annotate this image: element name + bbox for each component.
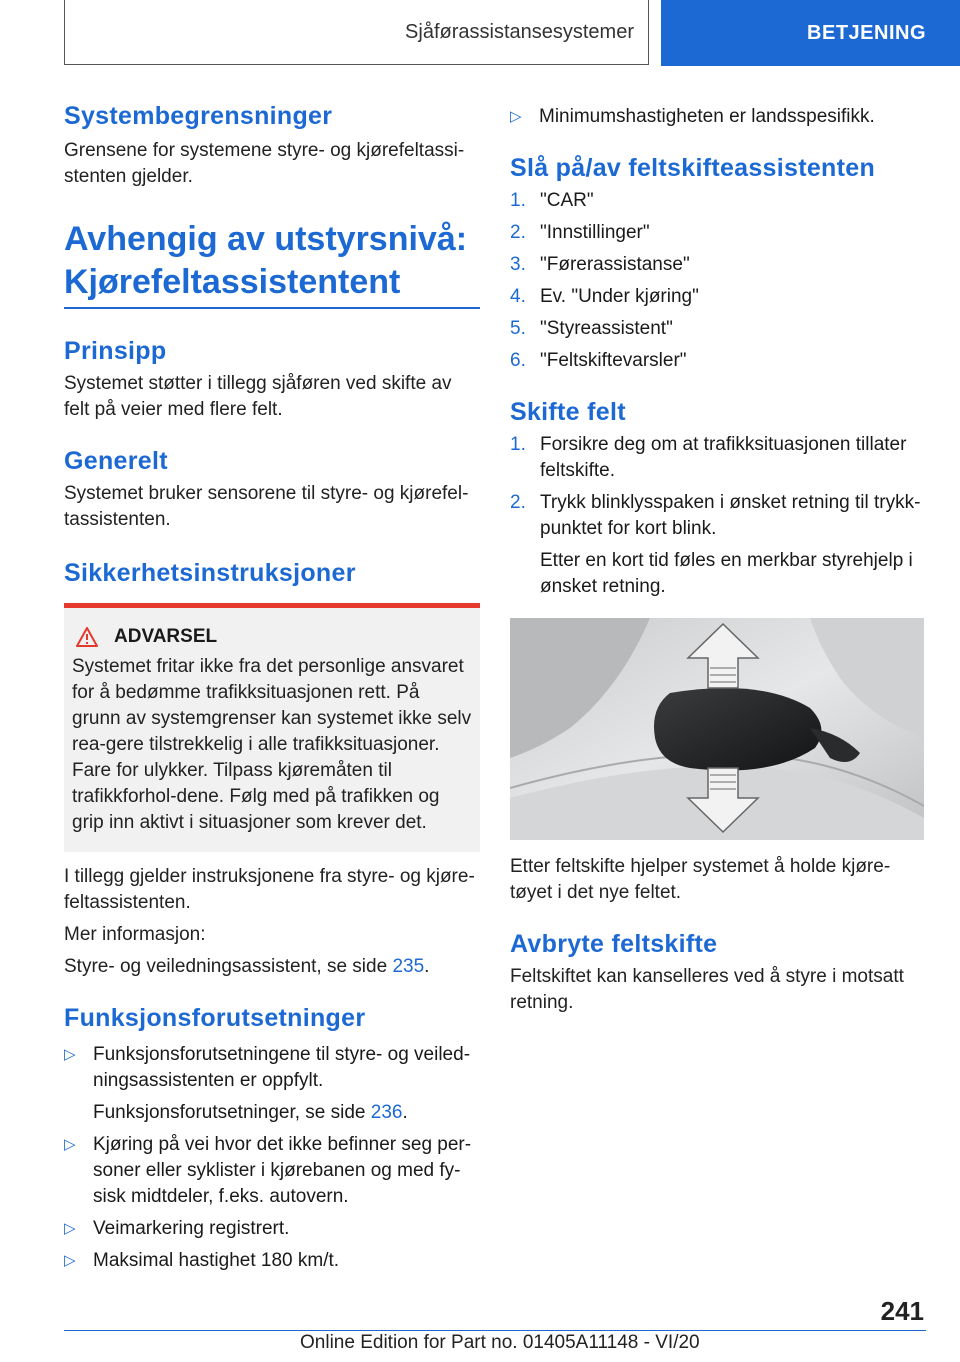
toggle-steps (510, 188, 924, 374)
requirements-heading: Funksjonsforutsetninger (64, 1004, 366, 1032)
after-change-text: Etter feltskifte hjelper systemet å holde kjøre-tøyet i det nye feltet. (510, 856, 891, 903)
additional-instructions: I tillegg gjelder instruksjonene fra styre- og kjøre-feltassistenten. (64, 866, 475, 913)
bullet-triangle-icon: ▷ (64, 1136, 76, 1153)
list-item: 5. "Styreassistent" (510, 318, 673, 339)
list-item: ▷ Maksimal hastighet 180 km/t. (64, 1248, 480, 1274)
page-link-236[interactable]: 236 (370, 1102, 403, 1123)
warning-text: Systemet fritar ikke fra det personlige ansvaret for å bedømme trafikksituasjonen rett. På grunn av systemgrenser kan systemet ikke selv rea-gere tilstrekkelig i alle trafikksituasjoner. Fare for ulykker. Tilpass kjøremåten til trafikkforhol-dene. Følg med på trafikken og grip inn aktivt i situasjoner som krever det. (72, 656, 472, 833)
list-item: 3. "Førerassistanse" (510, 254, 690, 275)
cancel-text: Feltskiftet kan kanselleres ved å styre i motsatt retning. (510, 966, 904, 1013)
bullet-triangle-icon: ▷ (64, 1252, 76, 1269)
warning-box (64, 603, 480, 852)
bullet-triangle-icon: ▷ (64, 1220, 76, 1237)
cancel-heading: Avbryte feltskifte (510, 930, 718, 958)
turn-signal-lever-figure (510, 618, 924, 840)
general-heading: Generelt (64, 447, 168, 475)
edition-footer: Online Edition for Part no. 01405A11148 - VI/20 (300, 1332, 700, 1353)
principle-text: Systemet støtter i tillegg sjåføren ved skifte av felt på veier med flere felt. (64, 373, 452, 420)
change-heading: Skifte felt (510, 398, 626, 426)
section-title: Sjåførassistansesystemer (64, 0, 649, 65)
toggle-heading: Slå på/av feltskifteassistenten (510, 154, 876, 182)
title-rule (64, 307, 480, 309)
bullet-triangle-icon: ▷ (510, 108, 522, 125)
reference-steering: Styre- og veiledningsassistent, se side 235. (64, 956, 430, 977)
page-number: 241 (880, 1296, 924, 1326)
general-text: Systemet bruker sensorene til styre- og kjørefel-tassistenten. (64, 483, 469, 530)
limits-text: Grensene for systemene styre- og kjørefeltassi-stenten gjelder. (64, 140, 465, 187)
list-item: 1. "CAR" (510, 190, 594, 211)
chapter-tab[interactable]: BETJENING (661, 0, 960, 66)
list-item: 2. "Innstillinger" (510, 222, 650, 243)
warning-title: ADVARSEL (114, 626, 218, 647)
safety-heading: Sikkerhetsinstruksjoner (64, 559, 356, 587)
page-link-235[interactable]: 235 (392, 956, 425, 977)
list-item: 1. Forsikre deg om at trafikksituasjonen tillater feltskifte. (510, 434, 907, 481)
list-item: ▷ Minimumshastigheten er landsspesifikk. (510, 104, 924, 130)
list-item: 6. "Feltskiftevarsler" (510, 350, 687, 371)
limits-heading: Systembegrensninger (64, 102, 333, 130)
requirements-reference: Funksjonsforutsetninger, se side 236. (93, 1102, 408, 1123)
footer-rule (64, 1330, 926, 1331)
list-item: 4. Ev. "Under kjøring" (510, 286, 699, 307)
list-item: 2. Trykk blinklysspaken i ønsket retning til trykk-punktet for kort blink. (510, 492, 921, 539)
main-title-line1: Avhengig av utstyrsnivå: (64, 220, 468, 258)
page-header (0, 0, 960, 66)
main-title-line2: Kjørefeltassistentent (64, 263, 401, 301)
list-item: ▷ Veimarkering registrert. (64, 1216, 480, 1242)
principle-heading: Prinsipp (64, 337, 167, 365)
step2-note: Etter en kort tid føles en merkbar styrehjelp i ønsket retning. (540, 550, 913, 597)
more-info-label: Mer informasjon: (64, 924, 206, 945)
list-item: ▷ Kjøring på vei hvor det ikke befinner seg per-soner eller syklister i kjørebanen og med fy-sisk midtdeler, f.eks. autovern. (64, 1132, 480, 1210)
right-column (510, 100, 924, 1016)
warning-triangle-icon (76, 627, 98, 647)
bullet-triangle-icon: ▷ (64, 1046, 76, 1063)
list-item: ▷ Funksjonsforutsetningene til styre- og veiled-ningsassistenten er oppfylt. (64, 1042, 480, 1094)
left-column (64, 100, 480, 1274)
change-steps (510, 432, 924, 600)
turn-signal-lever-illustration (510, 618, 924, 840)
